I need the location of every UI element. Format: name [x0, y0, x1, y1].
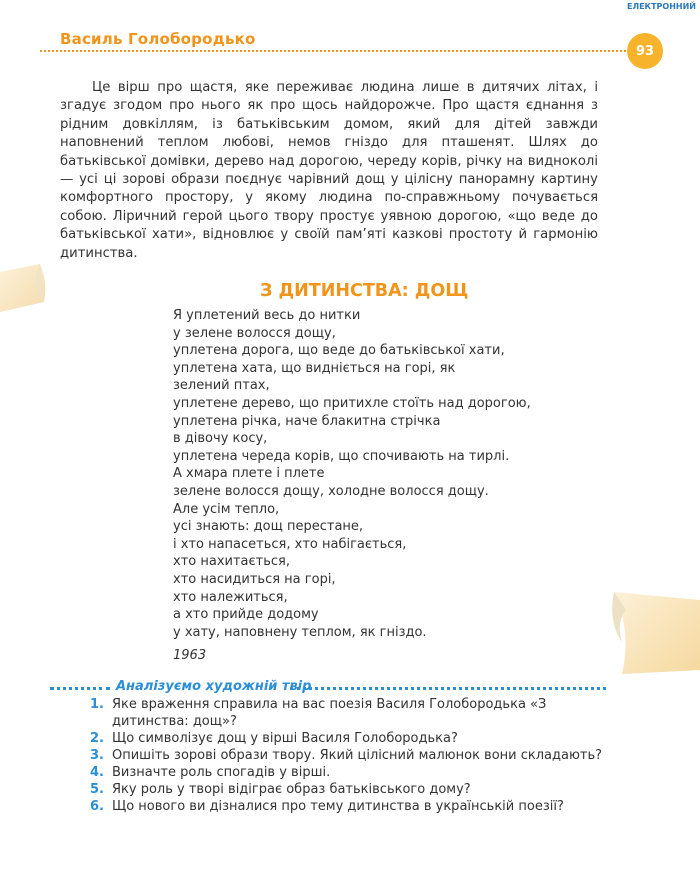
question-number: 6. [90, 799, 104, 814]
poem-line: і хто напасеться, хто набігається, [173, 536, 407, 552]
poem-line: уплетена хата, що видніється на горі, як [173, 360, 456, 376]
question-number: 4. [90, 765, 104, 780]
poem-line: в дівочу косу, [173, 431, 268, 447]
question-item [90, 696, 610, 730]
poem-line: хто нахитається, [173, 554, 290, 570]
question-text: Опишіть зорові образи твору. Який цілісний малюнок вони складають? [112, 748, 603, 763]
analysis-heading: Аналізуємо художній твір [116, 679, 312, 694]
poem-title: З ДИТИНСТВА: ДОЩ [260, 281, 469, 301]
poem-line: уплетене дерево, що притихле стоїть над дорогою, [173, 395, 531, 411]
page-curl-decoration-left [0, 262, 56, 314]
poem-line: уплетена дорога, що веде до батьківської хати, [173, 343, 505, 359]
question-item [90, 730, 610, 747]
poem-line: уплетена череда корів, що спочивають на тирлі. [173, 448, 510, 464]
question-text: Що нового ви дізналися про тему дитинства в українській поезії? [112, 799, 564, 814]
poem-line: а хто прийде додому [173, 607, 319, 623]
question-text: Яке враження справила на вас поезія Василя Голобородька «З дитинства: дощ»? [112, 697, 547, 729]
analysis-dotted-rule-left [50, 687, 110, 690]
poem-line: Я уплетений весь до нитки [173, 308, 361, 323]
page-curl-decoration-right [604, 592, 700, 674]
poem-year: 1963 [173, 648, 207, 663]
question-list [90, 696, 610, 815]
question-number: 3. [90, 748, 104, 763]
question-text: Що символізує дощ у вірші Василя Голобородька? [112, 731, 458, 746]
poem-line: Але усім тепло, [173, 501, 280, 517]
question-item [90, 798, 610, 815]
question-item [90, 764, 610, 781]
poem-line: хто належиться, [173, 589, 288, 605]
poem-line: у хату, наповнену теплом, як гніздо. [173, 624, 427, 640]
poem-line: зелене волосся дощу, холодне волосся дощу. [173, 483, 489, 499]
poem-line: А хмара плете і плете [173, 466, 325, 482]
intro-paragraph: Це вірш про щастя, яке переживає людина лише в дитячих літах, і згадує згодом про нього як про щось найдорожче. Про щастя єднання з рідним довкіллям, із батьківським домом, який для дітей завжди наповнений теплом любові, немов гніздо для пташенят. Шлях до батьківської домівки, дерево над дорогою, череду корів, річку на видноколі — усі ці зорові образи поєднує чарівний дощ у цілісну панорамну картину комфортного простору, у якому людина по-справжньому почувається собою. Ліричний герой цього твору простує уявною дорогою, «що веде до батьківської хати», відновлює у своїй пам’яті казкові простоту й гармонію дитинства. [60, 80, 598, 261]
author-header: Василь Голобородько [60, 30, 256, 48]
poem-line: уплетена річка, наче блакитна стрічка [173, 413, 441, 429]
header-dotted-rule [40, 50, 626, 52]
poem-line: усі знають: дощ перестане, [173, 519, 364, 535]
question-number: 1. [90, 697, 104, 712]
question-item [90, 747, 610, 764]
poem-line: у зелене волосся дощу, [173, 325, 336, 341]
question-number: 5. [90, 782, 104, 797]
question-item [90, 781, 610, 798]
poem-line: хто насидиться на горі, [173, 571, 336, 587]
question-text: Яку роль у творі відіграє образ батьківського дому? [112, 782, 471, 797]
question-text: Визначте роль спогадів у вірші. [112, 765, 331, 780]
poem-lines [173, 307, 531, 641]
page-number-badge: 93 [627, 33, 663, 69]
analysis-dotted-rule-right [290, 687, 606, 690]
publisher-logo: ЕЛЕКТРОННИЙ [626, 2, 696, 11]
poem-line: зелений птах, [173, 378, 270, 394]
question-number: 2. [90, 731, 104, 746]
